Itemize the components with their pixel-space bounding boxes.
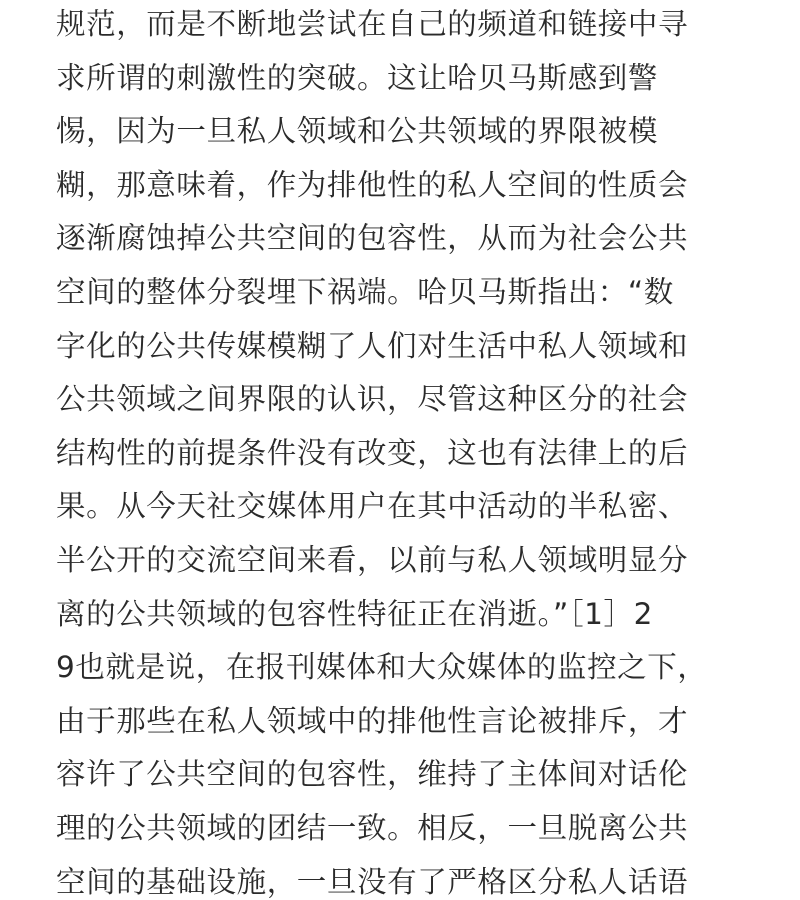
text-line: 容许了公共空间的包容性，维持了主体间对话伦 bbox=[56, 757, 689, 792]
text-line: 糊，那意味着，作为排他性的私人空间的性质会 bbox=[56, 167, 689, 202]
text-line: 由于那些在私人领域中的排他性言论被排斥，才 bbox=[56, 703, 689, 738]
text-line: 结构性的前提条件没有改变，这也有法律上的后 bbox=[56, 435, 689, 470]
text-line: 9也就是说，在报刊媒体和大众媒体的监控之下， bbox=[56, 650, 708, 685]
text-line: 空间的基础设施，一旦没有了严格区分私人话语 bbox=[56, 864, 689, 899]
text-line: 规范，而是不断地尝试在自己的频道和链接中寻 bbox=[56, 7, 689, 41]
text-line: 空间的整体分裂埋下祸端。哈贝马斯指出：“数 bbox=[56, 274, 674, 309]
text-line: 公共领域之间界限的认识，尽管这种区分的社会 bbox=[56, 382, 689, 417]
text-line: 理的公共领域的团结一致。相反，一旦脱离公共 bbox=[56, 810, 689, 845]
text-line: 惕，因为一旦私人领域和公共领域的界限被模 bbox=[56, 114, 659, 149]
text-line: 果。从今天社交媒体用户在其中活动的半私密、 bbox=[56, 489, 689, 524]
text-line: 求所谓的刺激性的突破。这让哈贝马斯感到警 bbox=[56, 60, 659, 95]
article-body bbox=[56, 0, 756, 900]
text-line: 离的公共领域的包容性特征正在消逝。”［1］2 bbox=[56, 596, 654, 631]
text-line: 半公开的交流空间来看，以前与私人领域明显分 bbox=[56, 542, 689, 577]
text-line: 字化的公共传媒模糊了人们对生活中私人领域和 bbox=[56, 328, 689, 363]
text-line: 逐渐腐蚀掉公共空间的包容性，从而为社会公共 bbox=[56, 221, 689, 256]
